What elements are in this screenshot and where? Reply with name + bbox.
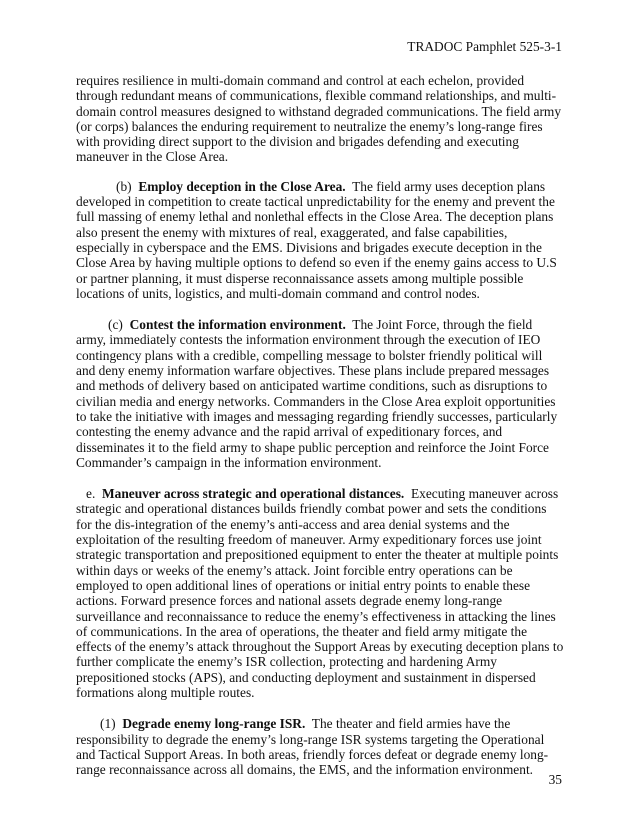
paragraph-heading: Contest the information environment. xyxy=(129,317,346,333)
paragraph-number: e. xyxy=(86,486,96,502)
paragraph-text: The theater and field armies have the responsibility to degrade the enemy’s long-range ISR systems targeting the Operational and Tactical Support Areas. In both areas, friendly forces defeat or degrade enemy long-range reconnaissance across all domains, the EMS, and the information environment. xyxy=(76,716,549,778)
paragraph-text: The field army uses deception plans developed in competition to create tactical unpredictability for the enemy and prevent the full massing of enemy lethal and nonlethal effects in the Close Area. The deception plans also present the enemy with mixtures of real, exaggerated, and false capabilities, especially in cyberspace and the EMS. Divisions and brigades execute deception in the Close Area by having multiple options to defend so even if the enemy gains access to U.S or partner planning, it must disperse reconnaissance assets among multiple possible locations of units, logistics, and multi-domain command and control nodes. xyxy=(76,178,557,301)
paragraph-heading: Employ deception in the Close Area. xyxy=(138,178,346,194)
paragraph-text: Executing maneuver across strategic and operational distances builds friendly combat power and sets the conditions for the dis-integration of the enemy’s anti-access and area denial systems and the exploitation of the resulting freedom of maneuver. Army expeditionary forces use joint strategic transportation and prepositioned equipment to enter the theater at multiple points within days or weeks of the enemy’s attack. Joint forcible entry operations can be employed to open additional lines of operations or initial entry points to enable these actions. Forward presence forces and national assets degrade enemy long-range surveillance and reconnaissance to reduce the enemy’s effectiveness in attacking the lines of communications. In the area of operations, the theater and field army mitigate the effects of the enemy’s attack throughout the Support Areas by executing deception plans to further complicate the enemy’s ISR collection, protecting and hardening Army prepositioned stocks (APS), and conducting deployment and sustainment in dispersed formations along multiple routes. xyxy=(76,486,564,700)
page-number: 35 xyxy=(548,772,562,787)
paragraph-text: requires resilience in multi-domain command and control at each echelon, provided through redundant means of communications, flexible command relationships, and multi-domain control measures designed to withstand degraded communications. The field army (or corps) balances the enduring requirement to neutralize the enemy’s long-range fires with providing direct support to the division and brigades defending and executing maneuver in the Close Area. xyxy=(76,73,562,165)
paragraph-heading: Degrade enemy long-range ISR. xyxy=(122,716,306,732)
paragraph-continuation xyxy=(76,73,564,165)
running-header: TRADOC Pamphlet 525-3-1 xyxy=(407,39,562,54)
paragraph-c-information-environment xyxy=(76,317,564,470)
paragraph-1-degrade-isr xyxy=(76,716,564,777)
paragraph-b-deception xyxy=(76,179,564,301)
paragraph-number: (1) xyxy=(100,716,116,732)
body-text xyxy=(76,73,564,793)
paragraph-number: (b) xyxy=(116,178,132,194)
paragraph-e-maneuver xyxy=(76,486,564,700)
paragraph-number: (c) xyxy=(108,317,123,333)
paragraph-heading: Maneuver across strategic and operational distances. xyxy=(102,486,405,502)
paragraph-text: The Joint Force, through the field army, immediately contests the information environment through the execution of IEO contingency plans with a credible, compelling message to bolster friendly political will and deny enemy information warfare objectives. These plans include prepared messages and methods of delivery based on anticipated wartime conditions, such as disruptions to civilian media and energy networks. Commanders in the Close Area exploit opportunities to take the initiative with images and messaging regarding friendly successes, particularly contesting the enemy advance and the rapid arrival of expeditionary forces, and disseminates it to the field army to shape public perception and reinforce the Joint Force Commander’s campaign in the information environment. xyxy=(76,317,558,470)
